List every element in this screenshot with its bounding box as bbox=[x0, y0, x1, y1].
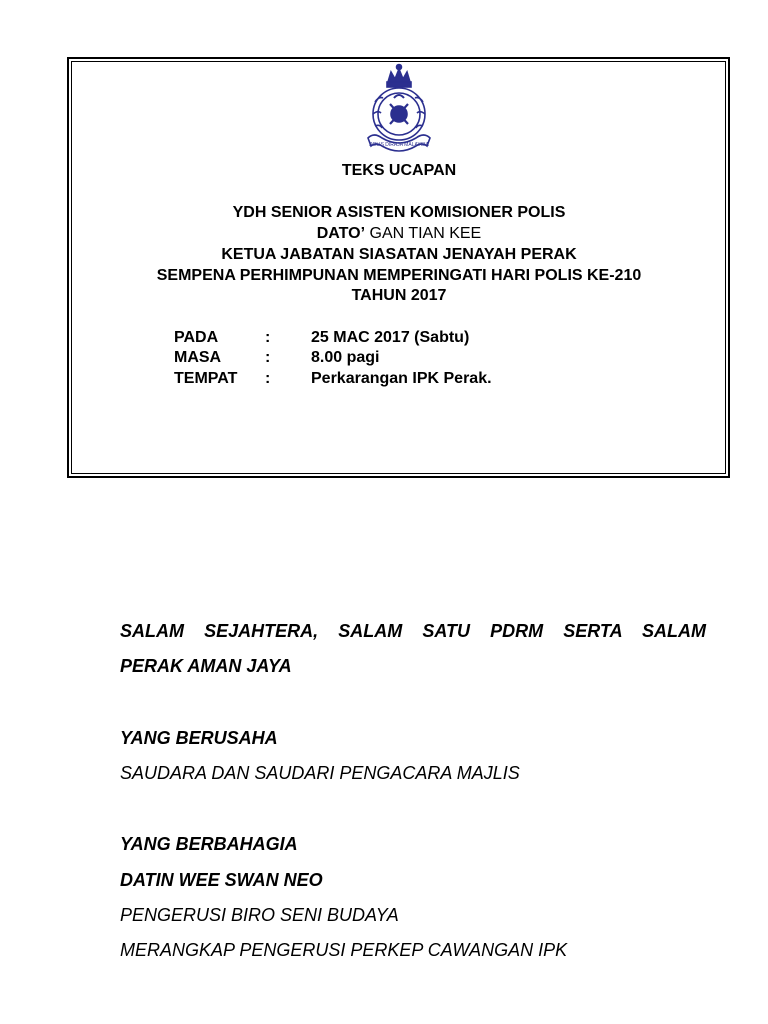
speaker-fullname: GAN TIAN KEE bbox=[365, 225, 482, 242]
occasion-year: TAHUN 2017 bbox=[351, 287, 447, 304]
speaker-title: DATO’ bbox=[316, 225, 366, 242]
event-time-label: MASA bbox=[174, 349, 222, 366]
addressee-datin-role-2: MERANGKAP PENGERUSI PERKEP CAWANGAN IPK bbox=[120, 940, 568, 960]
event-venue-separator: : bbox=[265, 370, 271, 387]
police-crest-logo bbox=[358, 62, 440, 160]
honorific-berusaha: YANG BERUSAHA bbox=[120, 728, 278, 748]
addressee-emcee: SAUDARA DAN SAUDARI PENGACARA MAJLIS bbox=[120, 763, 520, 783]
crest-scroll-text: POLIS DIRAJA MALAYSIA bbox=[369, 142, 429, 148]
event-date-value: 25 MAC 2017 (Sabtu) bbox=[311, 329, 470, 346]
event-venue-value: Perkarangan IPK Perak. bbox=[311, 370, 492, 387]
event-time-value: 8.00 pagi bbox=[311, 349, 380, 366]
addressee-datin-role-1: PENGERUSI BIRO SENI BUDAYA bbox=[120, 905, 399, 925]
occasion-line: SEMPENA PERHIMPUNAN MEMPERINGATI HARI POLIS KE-210 bbox=[156, 267, 642, 284]
speaker-rank: YDH SENIOR ASISTEN KOMISIONER POLIS bbox=[232, 204, 566, 221]
greeting-line-1: SALAM SEJAHTERA, SALAM SATU PDRM SERTA SALAM bbox=[120, 621, 706, 641]
event-date-label: PADA bbox=[174, 329, 219, 346]
event-venue-label: TEMPAT bbox=[174, 370, 238, 387]
speaker-name bbox=[0, 224, 768, 244]
event-time-separator: : bbox=[265, 349, 271, 366]
document-title: TEKS UCAPAN bbox=[341, 162, 457, 179]
honorific-berbahagia: YANG BERBAHAGIA bbox=[120, 834, 298, 854]
event-date-separator: : bbox=[265, 329, 271, 346]
addressee-datin-name: DATIN WEE SWAN NEO bbox=[120, 870, 323, 890]
greeting-line-2: PERAK AMAN JAYA bbox=[120, 656, 292, 676]
speaker-position: KETUA JABATAN SIASATAN JENAYAH PERAK bbox=[221, 246, 577, 263]
